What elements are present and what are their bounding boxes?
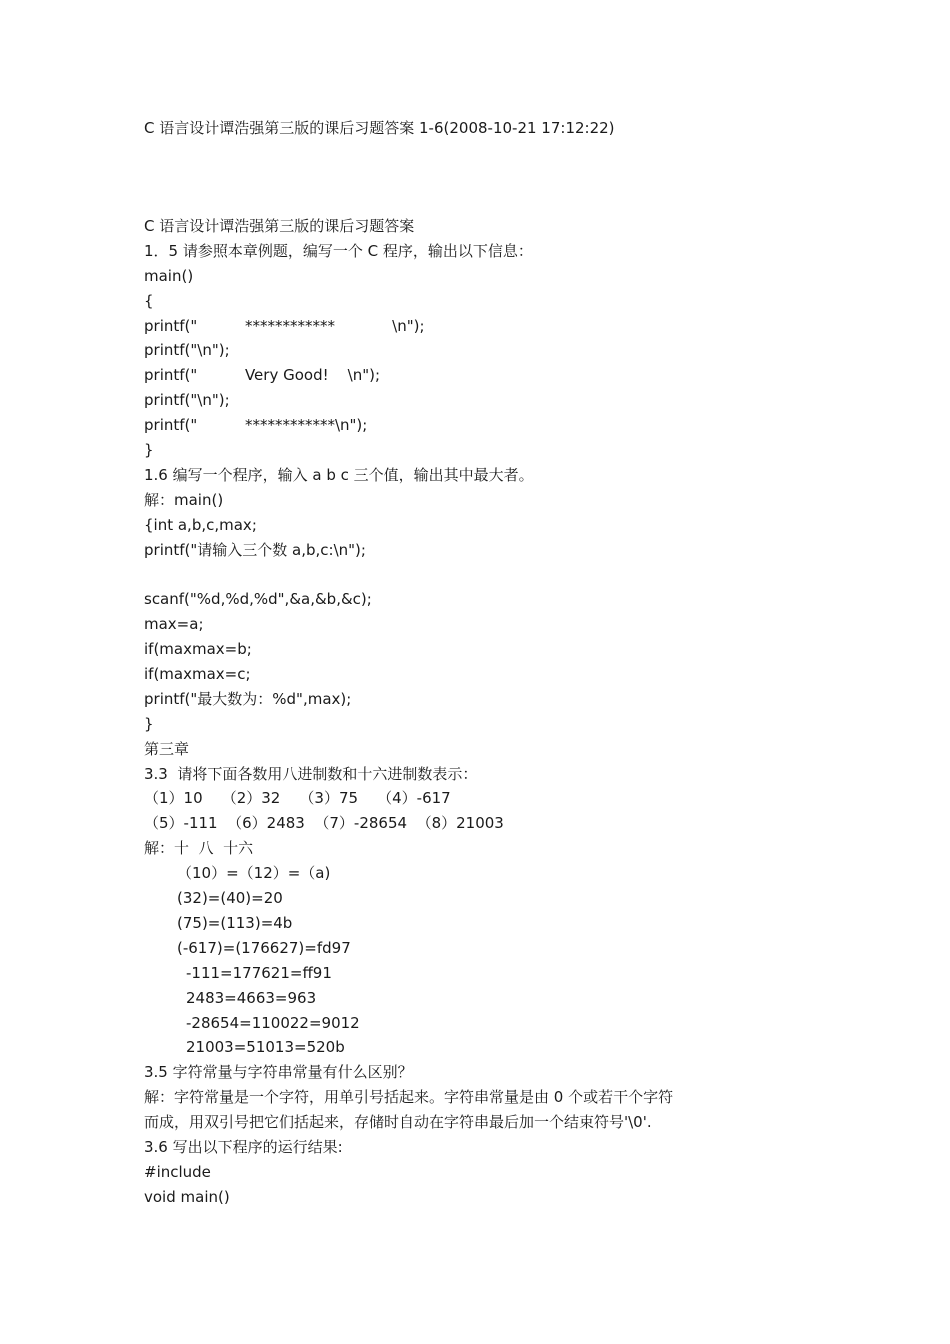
text-line: C 语言设计谭浩强第三版的课后习题答案 xyxy=(144,217,415,235)
text-line: {int a,b,c,max; xyxy=(144,515,257,534)
text-line: } xyxy=(144,714,154,733)
document-title: C 语言设计谭浩强第三版的课后习题答案 1-6(2008-10-21 17:12:22) xyxy=(144,119,615,137)
text-line: 解：字符常量是一个字符，用单引号括起来。字符串常量是由 0 个或若干个字符 xyxy=(144,1088,674,1107)
text-line: printf("\n"); xyxy=(144,391,230,410)
text-line xyxy=(144,562,784,587)
text-line: printf(" ************ \n"); xyxy=(144,316,425,335)
text-line: 21003=51013=520b xyxy=(186,1038,345,1057)
text-line: printf("最大数为：%d",max); xyxy=(144,689,352,708)
text-line: printf(" Very Good! \n"); xyxy=(144,366,381,385)
text-line: 解：main() xyxy=(144,490,224,509)
text-line: printf("请输入三个数 a,b,c:\n"); xyxy=(144,540,366,559)
text-line: #include xyxy=(144,1162,211,1181)
document-body xyxy=(144,214,784,1210)
text-line: (-617)=(176627)=fd97 xyxy=(177,938,351,957)
text-line: (75)=(113)=4b xyxy=(177,913,293,932)
text-line: printf(" ************\n"); xyxy=(144,416,368,435)
text-line: 而成，用双引号把它们括起来，存储时自动在字符串最后加一个结束符号'\0'. xyxy=(144,1113,652,1132)
text-line: } xyxy=(144,441,154,460)
text-line: -28654=110022=9012 xyxy=(186,1013,360,1032)
text-line: printf("\n"); xyxy=(144,341,230,360)
text-line: （10）=（12）=（a) xyxy=(177,864,331,883)
text-line: 第三章 xyxy=(144,739,190,758)
text-line: { xyxy=(144,291,154,310)
text-line: （1）10 （2）32 （3）75 （4）-617 xyxy=(144,789,451,808)
text-line: -111=177621=ff91 xyxy=(186,963,332,982)
text-line: if(maxmax=b; xyxy=(144,640,252,659)
text-line: void main() xyxy=(144,1187,230,1206)
text-line: 解：十 八 十六 xyxy=(144,839,254,858)
text-line: (32)=(40)=20 xyxy=(177,889,283,908)
text-line: （5）-111 （6）2483 （7）-28654 （8）21003 xyxy=(144,814,504,833)
text-line: 3.6 写出以下程序的运行结果: xyxy=(144,1137,343,1156)
text-line: 3.5 字符常量与字符串常量有什么区别？ xyxy=(144,1063,413,1082)
text-line: 3.3 请将下面各数用八进制数和十六进制数表示： xyxy=(144,764,478,783)
text-line: if(maxmax=c; xyxy=(144,665,251,684)
text-line: 1．5 请参照本章例题，编写一个 C 程序，输出以下信息： xyxy=(144,241,533,260)
text-line: main() xyxy=(144,266,194,285)
text-line: max=a; xyxy=(144,615,204,634)
text-line: scanf("%d,%d,%d",&a,&b,&c); xyxy=(144,590,372,609)
text-line: 1.6 编写一个程序，输入 a b c 三个值，输出其中最大者。 xyxy=(144,465,534,484)
text-line: 2483=4663=963 xyxy=(186,988,317,1007)
